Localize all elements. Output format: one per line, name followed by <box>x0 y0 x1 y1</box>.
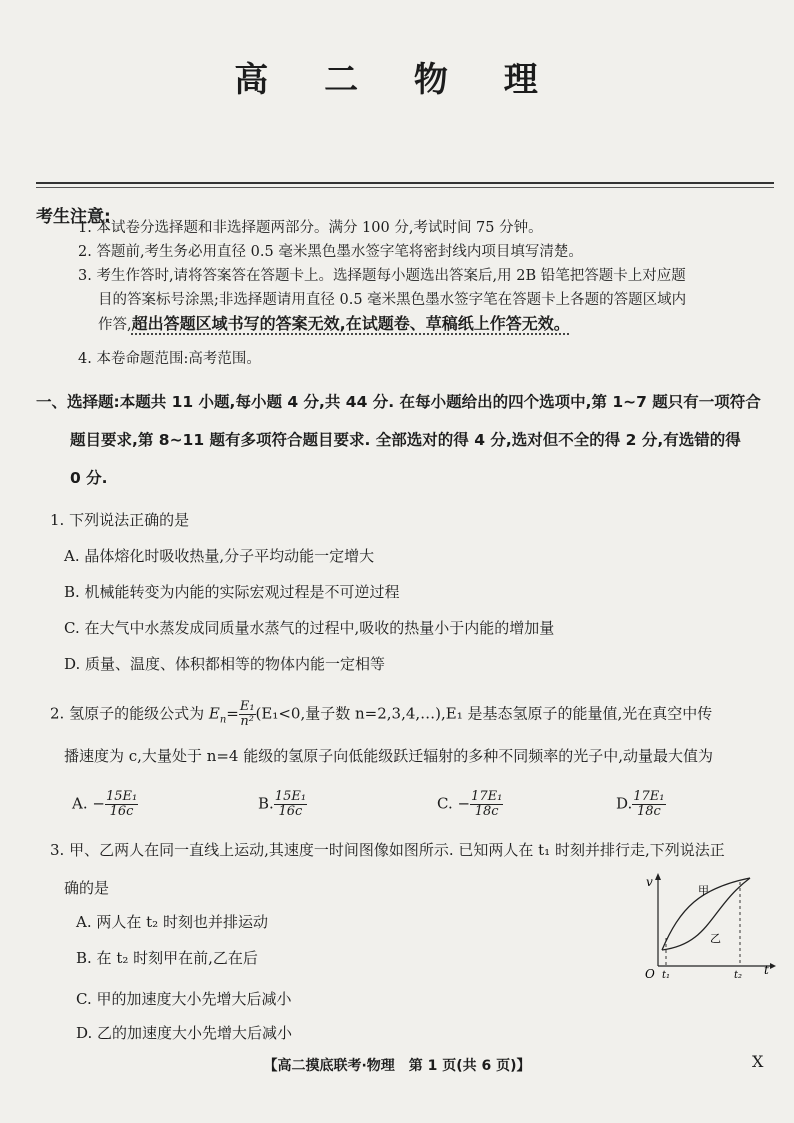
q2-option-b-den: 16c <box>278 804 303 819</box>
notice-item-2: 2. 答题前,考生务必用直径 0.5 毫米黑色墨水签字笔将密封线内项目填写清楚。 <box>78 244 583 260</box>
q2-option-a-num: 15E₁ <box>105 789 138 804</box>
q2-frac-den: n² <box>240 714 254 729</box>
page-title: 高 二 物 理 <box>234 60 560 100</box>
q2-option-d-fraction <box>632 790 665 819</box>
jia-label: 甲 <box>698 884 709 897</box>
section-line-2: 题目要求,第 8~11 题有多项符合题目要求. 全部选对的得 4 分,选对但不全的得 2 分,有选错的得 <box>70 431 741 449</box>
notice-item-1: 1. 本试卷分选择题和非选择题两部分。满分 100 分,考试时间 75 分钟。 <box>78 220 543 236</box>
notice-item-3-line1: 3. 考生作答时,请将答案答在答题卡上。选择题每小题选出答案后,用 2B 铅笔把答题卡上对应题 <box>78 268 686 284</box>
q2-option-c-fraction <box>470 790 503 819</box>
header-rule-thin <box>36 187 774 188</box>
q2-energy-sub: n <box>219 714 227 726</box>
q2-equals: = <box>226 704 239 723</box>
q3-line-2: 确的是 <box>64 879 110 897</box>
q1-option-b: B. 机械能转变为内能的实际宏观过程是不可逆过程 <box>64 583 400 601</box>
q2-line-2: 播速度为 c,大量处于 n=4 能级的氢原子向低能级跃迁辐射的多种不同频率的光子中,动量最大值为 <box>64 747 714 765</box>
q2-option-a <box>72 790 138 819</box>
q3-option-a: A. 两人在 t₂ 时刻也并排运动 <box>76 913 268 931</box>
t-label: t <box>764 963 769 977</box>
q2-option-c-den: 18c <box>474 804 499 819</box>
v-label: v <box>646 875 653 889</box>
q3-vt-graph <box>640 868 780 980</box>
q2-energy-fraction <box>239 700 256 729</box>
q2-option-b-label: B. <box>258 794 274 813</box>
q1-option-c: C. 在大气中水蒸发成同质量水蒸气的过程中,吸收的热量小于内能的增加量 <box>64 619 555 637</box>
notice-heading: 考生注意: <box>36 207 111 227</box>
section-line-3: 0 分. <box>70 469 108 487</box>
q2-pre: 2. 氢原子的能级公式为 <box>50 704 209 723</box>
notice-emphasis: 超出答题区域书写的答案无效,在试题卷、草稿纸上作答无效。 <box>131 314 570 333</box>
q2-option-a-fraction <box>105 790 138 819</box>
q2-option-d <box>616 790 666 819</box>
section-line-1: 一、选择题:本题共 11 小题,每小题 4 分,共 44 分. 在每小题给出的四个选项中,第 1~7 题只有一项符合 <box>36 393 761 411</box>
t2-label: t₂ <box>734 970 743 980</box>
q2-option-b <box>258 790 307 819</box>
q3-option-c: C. 甲的加速度大小先增大后减小 <box>76 990 292 1008</box>
notice-item-3-prefix: 作答, <box>98 317 132 333</box>
q2-option-c-label: C. − <box>437 794 471 813</box>
q2-mid: (E₁<0,量子数 n=2,3,4,…),E₁ 是基态氢原子的能量值,光在真空中传 <box>255 704 713 723</box>
q2-option-d-label: D. <box>616 794 633 813</box>
section-instructions <box>36 383 781 497</box>
notice-item-4: 4. 本卷命题范围:高考范围。 <box>78 351 261 367</box>
q1-option-a: A. 晶体熔化时吸收热量,分子平均动能一定增大 <box>64 547 375 565</box>
q2-line-1 <box>50 700 790 729</box>
q2-option-c <box>437 790 503 819</box>
q3-option-d: D. 乙的加速度大小先增大后减小 <box>76 1024 293 1042</box>
q2-option-b-fraction <box>274 790 307 819</box>
corner-mark: X <box>752 1052 764 1071</box>
q2-option-c-num: 17E₁ <box>471 789 503 804</box>
q2-option-b-num: 15E₁ <box>274 789 307 804</box>
q2-option-d-num: 17E₁ <box>633 789 665 804</box>
q3-line-1: 3. 甲、乙两人在同一直线上运动,其速度一时间图像如图所示. 已知两人在 t₁ 时刻并排行走,下列说法正 <box>50 841 725 859</box>
v-axis-arrow-icon <box>655 873 661 880</box>
notice-item-3-line3 <box>78 312 778 337</box>
q2-option-a-den: 16c <box>109 804 134 819</box>
origin-label: O <box>645 967 655 980</box>
q2-option-d-den: 18c <box>636 804 661 819</box>
t-axis-arrow-icon <box>770 963 776 969</box>
t1-label: t₁ <box>662 970 671 980</box>
page-footer: 【高二摸底联考·物理 第 1 页(共 6 页)】 <box>263 1058 531 1074</box>
q1-option-d: D. 质量、温度、体积都相等的物体内能一定相等 <box>64 655 386 673</box>
q2-frac-num: E₁ <box>239 699 255 714</box>
notice-item-3-line2: 目的答案标号涂黑;非选择题请用直径 0.5 毫米黑色墨水签字笔在答题卡上各题的答题区域内 <box>98 292 687 308</box>
q2-energy-symbol: E <box>208 704 220 723</box>
q1-stem: 1. 下列说法正确的是 <box>50 511 190 529</box>
notice-item-3 <box>78 264 778 337</box>
yi-label: 乙 <box>710 932 721 945</box>
q2-option-a-label: A. − <box>72 794 105 813</box>
header-rule <box>36 182 774 184</box>
q3-option-b: B. 在 t₂ 时刻甲在前,乙在后 <box>76 949 258 967</box>
